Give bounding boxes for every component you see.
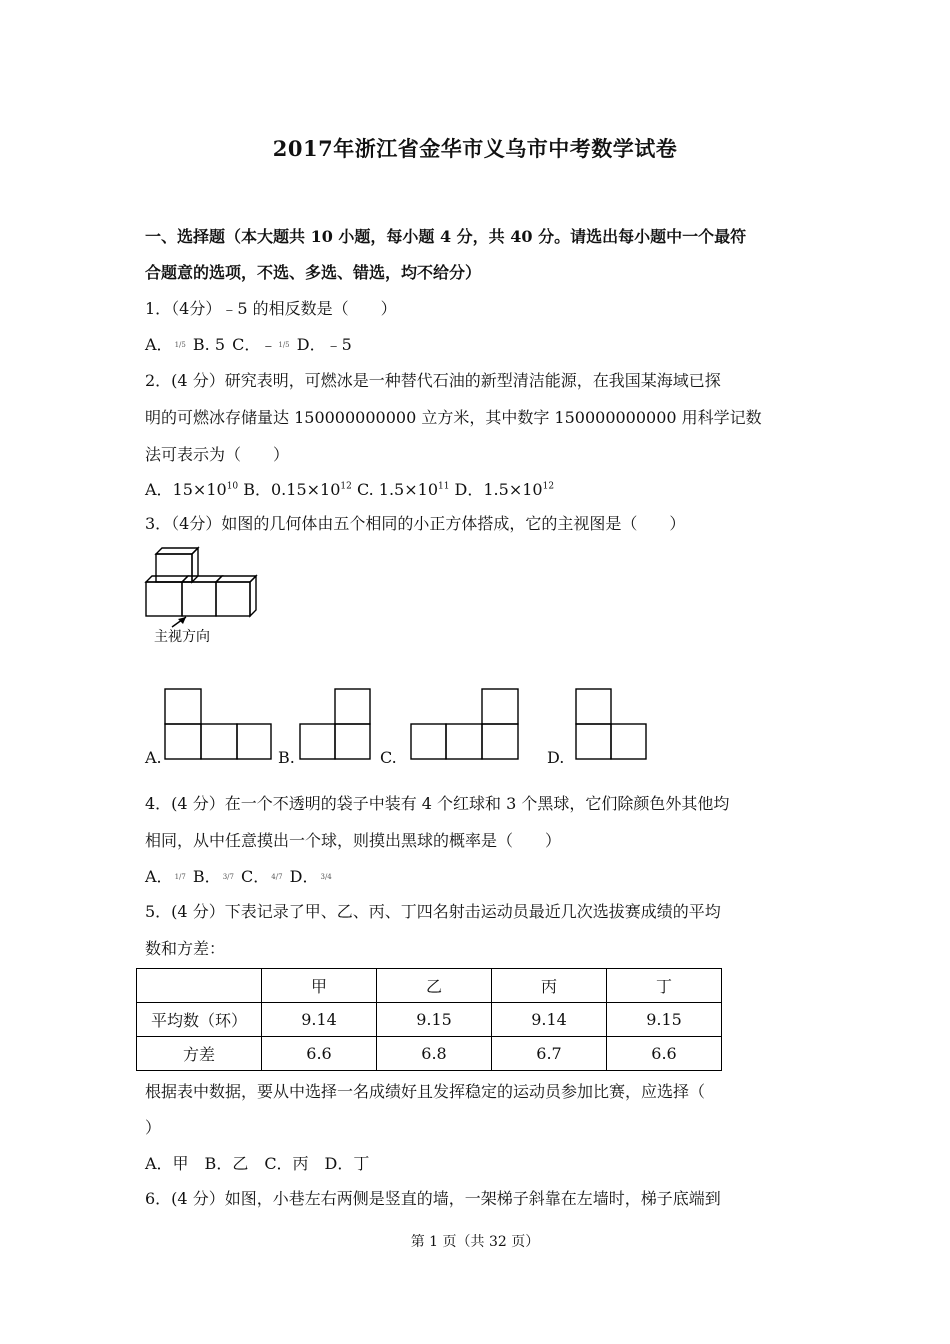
page-title: 2017年浙江省金华市义乌市中考数学试卷 [272, 136, 678, 161]
question-5-line-1: 5．(4 分）下表记录了甲、乙、丙、丁四名射击运动员最近几次选拔赛成绩的平均 [145, 902, 721, 921]
table-cell: 6.6 [262, 1037, 377, 1071]
table-header-cell [137, 969, 262, 1003]
q4-fraction-c: 4/7 [271, 873, 283, 881]
table-row [137, 1037, 722, 1071]
question-4-options [145, 864, 815, 887]
question-2-line-3: 法可表示为（ ） [145, 445, 290, 464]
q1-option-d: D．﹣5 [296, 335, 352, 354]
table-cell: 方差 [137, 1037, 262, 1071]
figure-caption: 主视方向 [154, 628, 210, 644]
q1-option-c: C．﹣ [232, 335, 277, 354]
q2-exp-b: 12 [340, 481, 352, 492]
q4-option-d: D． [289, 867, 319, 886]
q2-option-c: C. 1.5×10 [356, 480, 438, 499]
question-4-line-2: 相同，从中任意摸出一个球，则摸出黑球的概率是（ ） [145, 831, 562, 850]
question-2-options [145, 477, 815, 500]
table-cell: 9.14 [492, 1003, 607, 1037]
question-1-stem: 1．（4分）﹣5 的相反数是（ ） [145, 299, 397, 318]
q3-option-b-figure [297, 686, 375, 762]
q3-option-d-figure [573, 686, 651, 762]
q1-option-b: B. 5 [192, 335, 226, 354]
table-cell: 9.15 [377, 1003, 492, 1037]
table-cell: 9.15 [607, 1003, 722, 1037]
table-row [137, 1003, 722, 1037]
question-3-stem: 3．（4分）如图的几何体由五个相同的小正方体搭成，它的主视图是（ ） [145, 514, 686, 533]
page-footer: 第 1 页（共 32 页） [410, 1234, 540, 1250]
table-header-cell: 丙 [492, 969, 607, 1003]
q3-option-d-label: D. [547, 748, 565, 767]
question-6-line-1: 6．(4 分）如图，小巷左右两侧是竖直的墙，一架梯子斜靠在左墙时，梯子底端到 [145, 1189, 721, 1208]
q3-option-b-label: B. [278, 748, 295, 767]
question-1-options [145, 332, 815, 355]
q3-option-c-figure [408, 686, 522, 762]
question-5-after-1: 根据表中数据，要从中选择一名成绩好且发挥稳定的运动员参加比赛，应选择（ [145, 1082, 706, 1101]
table-header-cell: 甲 [262, 969, 377, 1003]
q2-option-d: D．1.5×10 [454, 480, 543, 499]
table-cell: 6.8 [377, 1037, 492, 1071]
table-cell: 平均数（环） [137, 1003, 262, 1037]
question-5-after-2: ） [145, 1118, 162, 1137]
cube-figure [140, 545, 260, 651]
q1-option-a: A． [145, 335, 173, 354]
table-header-cell: 丁 [607, 969, 722, 1003]
table-cell: 9.14 [262, 1003, 377, 1037]
q2-option-a: A．15×10 [145, 480, 227, 499]
q2-exp-d: 12 [542, 481, 555, 492]
q4-option-c: C． [241, 867, 270, 886]
q3-option-c-label: C. [380, 748, 397, 767]
q1-fraction-a: 1/5 [174, 341, 186, 349]
q2-option-b: B．0.15×10 [243, 480, 341, 499]
table-header-row [137, 969, 722, 1003]
table-cell: 6.6 [607, 1037, 722, 1071]
q3-option-a-figure [160, 686, 274, 762]
table-header-cell: 乙 [377, 969, 492, 1003]
q4-fraction-a: 1/7 [174, 873, 186, 881]
table-cell: 6.7 [492, 1037, 607, 1071]
section-heading: 一、选择题（本大题共 10 小题，每小题 4 分，共 40 分。请选出每小题中一个最符 [145, 227, 747, 246]
q2-exp-c: 11 [438, 481, 450, 492]
q2-exp-a: 10 [226, 481, 239, 492]
q4-fraction-b: 3/7 [222, 873, 234, 881]
section-heading-cont: 合题意的选项，不选、多选、错选，均不给分） [145, 263, 482, 282]
q4-option-a: A． [145, 867, 173, 886]
q4-option-b: B． [192, 867, 221, 886]
q3-option-a-label: A. [145, 748, 162, 767]
q4-fraction-d: 3/4 [320, 873, 332, 881]
question-5-line-2: 数和方差： [145, 939, 226, 958]
question-4-line-1: 4．(4 分）在一个不透明的袋子中装有 4 个红球和 3 个黑球，它们除颜色外其他均 [145, 794, 730, 813]
question-2-line-1: 2．(4 分）研究表明，可燃冰是一种替代石油的新型清洁能源，在我国某海域已探 [145, 371, 721, 390]
question-2-line-2: 明的可燃冰存储量达 150000000000 立方米，其中数字 150000000000 用科学记数 [145, 408, 762, 427]
q1-fraction-c: 1/5 [278, 341, 290, 349]
question-5-options: A．甲 B．乙 C．丙 D．丁 [145, 1154, 370, 1173]
score-table [136, 968, 722, 1071]
